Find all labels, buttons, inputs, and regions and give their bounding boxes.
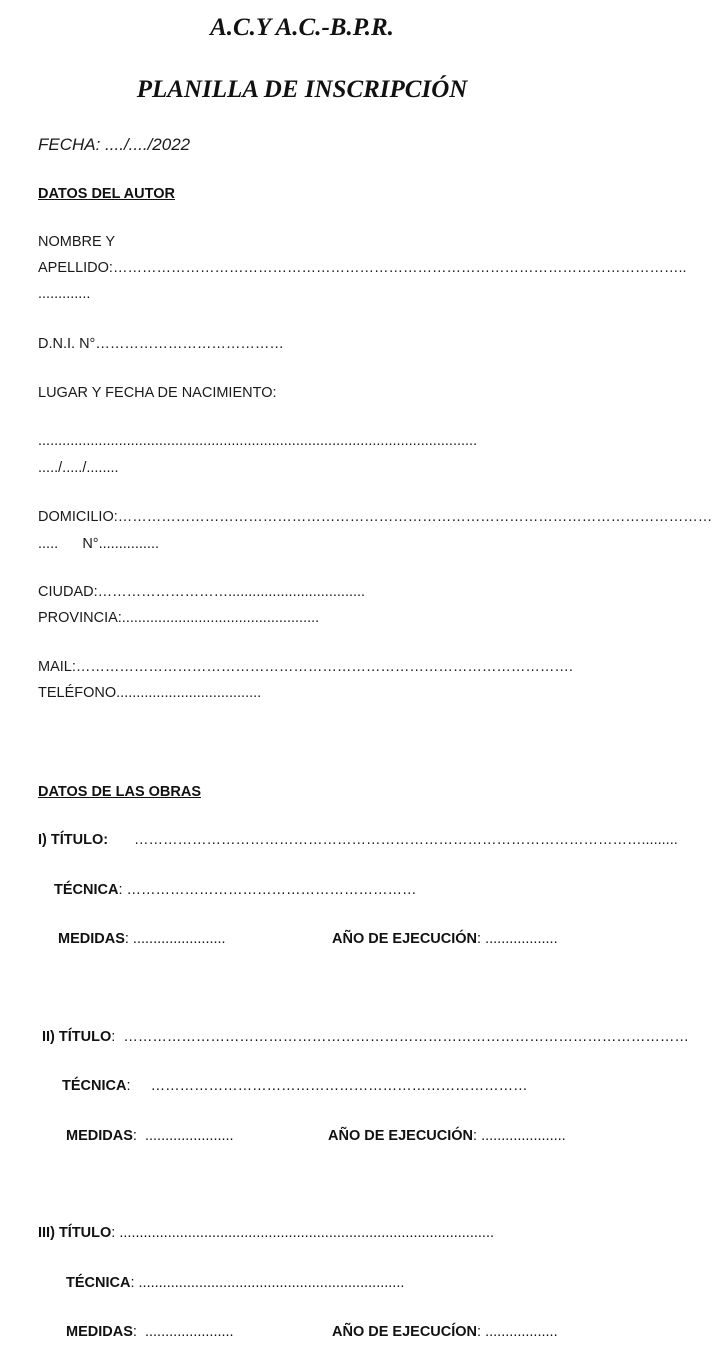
work-1-year-row [332, 931, 558, 947]
date-field: FECHA: ..../..../2022 [38, 135, 191, 154]
work-1-measures-label: MEDIDAS [58, 931, 125, 947]
dni-field: D.N.I. N°………………………………… [38, 336, 284, 352]
work-1-title-label: I) TÍTULO: [38, 832, 109, 848]
author-section-heading: DATOS DEL AUTOR [38, 186, 175, 202]
work-1-year-label: AÑO DE EJECUCIÓN [332, 931, 478, 947]
address-field: DOMICILIO:…………………………………………………………………………………………………………… [38, 509, 712, 525]
work-3-measures-label: MEDIDAS [66, 1324, 133, 1340]
work-1-technique-row [54, 882, 417, 898]
work-1-technique-label: TÉCNICA [54, 882, 119, 898]
work-2-year-label: AÑO DE EJECUCIÓN [328, 1128, 474, 1144]
work-1-measures-row [58, 931, 226, 947]
work-3-technique-row [66, 1275, 404, 1291]
birth-place-date-label: LUGAR Y FECHA DE NACIMIENTO: [38, 385, 277, 401]
work-2-title-label: II) TÍTULO [42, 1029, 112, 1045]
work-3-year-label: AÑO DE EJECUCÍON [332, 1324, 478, 1340]
work-1-title-row [38, 832, 108, 848]
name-field-continuation: ............. [38, 286, 91, 302]
work-3-title-row [38, 1225, 494, 1241]
work-2-year-field: : ..................... [473, 1128, 566, 1144]
work-2-title-row [42, 1029, 689, 1045]
address-number-field: ..... N°............... [38, 536, 160, 552]
birth-date-field: ...../...../........ [38, 460, 119, 476]
city-field: CIUDAD:……………………….................................. [38, 584, 366, 600]
work-2-technique-field: : …………………………………………………………………… [126, 1078, 528, 1094]
work-3-title-label: III) TÍTULO [38, 1225, 112, 1241]
work-2-measures-field: : ...................... [132, 1128, 234, 1144]
work-3-year-field: : .................. [477, 1324, 558, 1340]
organization-title: A.C.Y A.C.-B.P.R. [210, 14, 394, 41]
phone-field: TELÉFONO.................................... [38, 685, 262, 701]
work-2-technique-row [62, 1078, 528, 1094]
birth-place-field: ............................................................................................................. [38, 433, 478, 449]
form-title: PLANILLA DE INSCRIPCIÓN [136, 76, 468, 103]
email-field: MAIL:…………………………………………………………………………………………. [38, 659, 573, 675]
work-3-year-row [332, 1324, 558, 1340]
work-3-technique-field: : .................................................................. [130, 1275, 405, 1291]
work-3-measures-row [66, 1324, 234, 1340]
work-1-measures-field: : ....................... [124, 931, 226, 947]
work-2-measures-row [66, 1128, 234, 1144]
works-section-heading: DATOS DE LAS OBRAS [38, 784, 202, 800]
work-1-year-field: : .................. [477, 931, 558, 947]
work-2-year-row [328, 1128, 566, 1144]
work-2-measures-label: MEDIDAS [66, 1128, 133, 1144]
work-3-technique-label: TÉCNICA [66, 1275, 131, 1291]
work-3-measures-field: : ...................... [132, 1324, 234, 1340]
name-label-line1: NOMBRE Y [38, 234, 116, 250]
name-field: APELLIDO:……………………………………………………………………………………………………….. [38, 260, 687, 276]
work-2-technique-label: TÉCNICA [62, 1078, 127, 1094]
work-1-technique-field: : …………………………………………………… [118, 882, 417, 898]
province-field: PROVINCIA:................................................. [38, 610, 320, 626]
work-2-title-field: : ……………………………………………………………………………………………………… [111, 1029, 689, 1045]
work-3-title-field: : ............................................................................................. [111, 1225, 495, 1241]
work-1-title-field: ……………………………………………………………………………………………......... [134, 832, 678, 848]
